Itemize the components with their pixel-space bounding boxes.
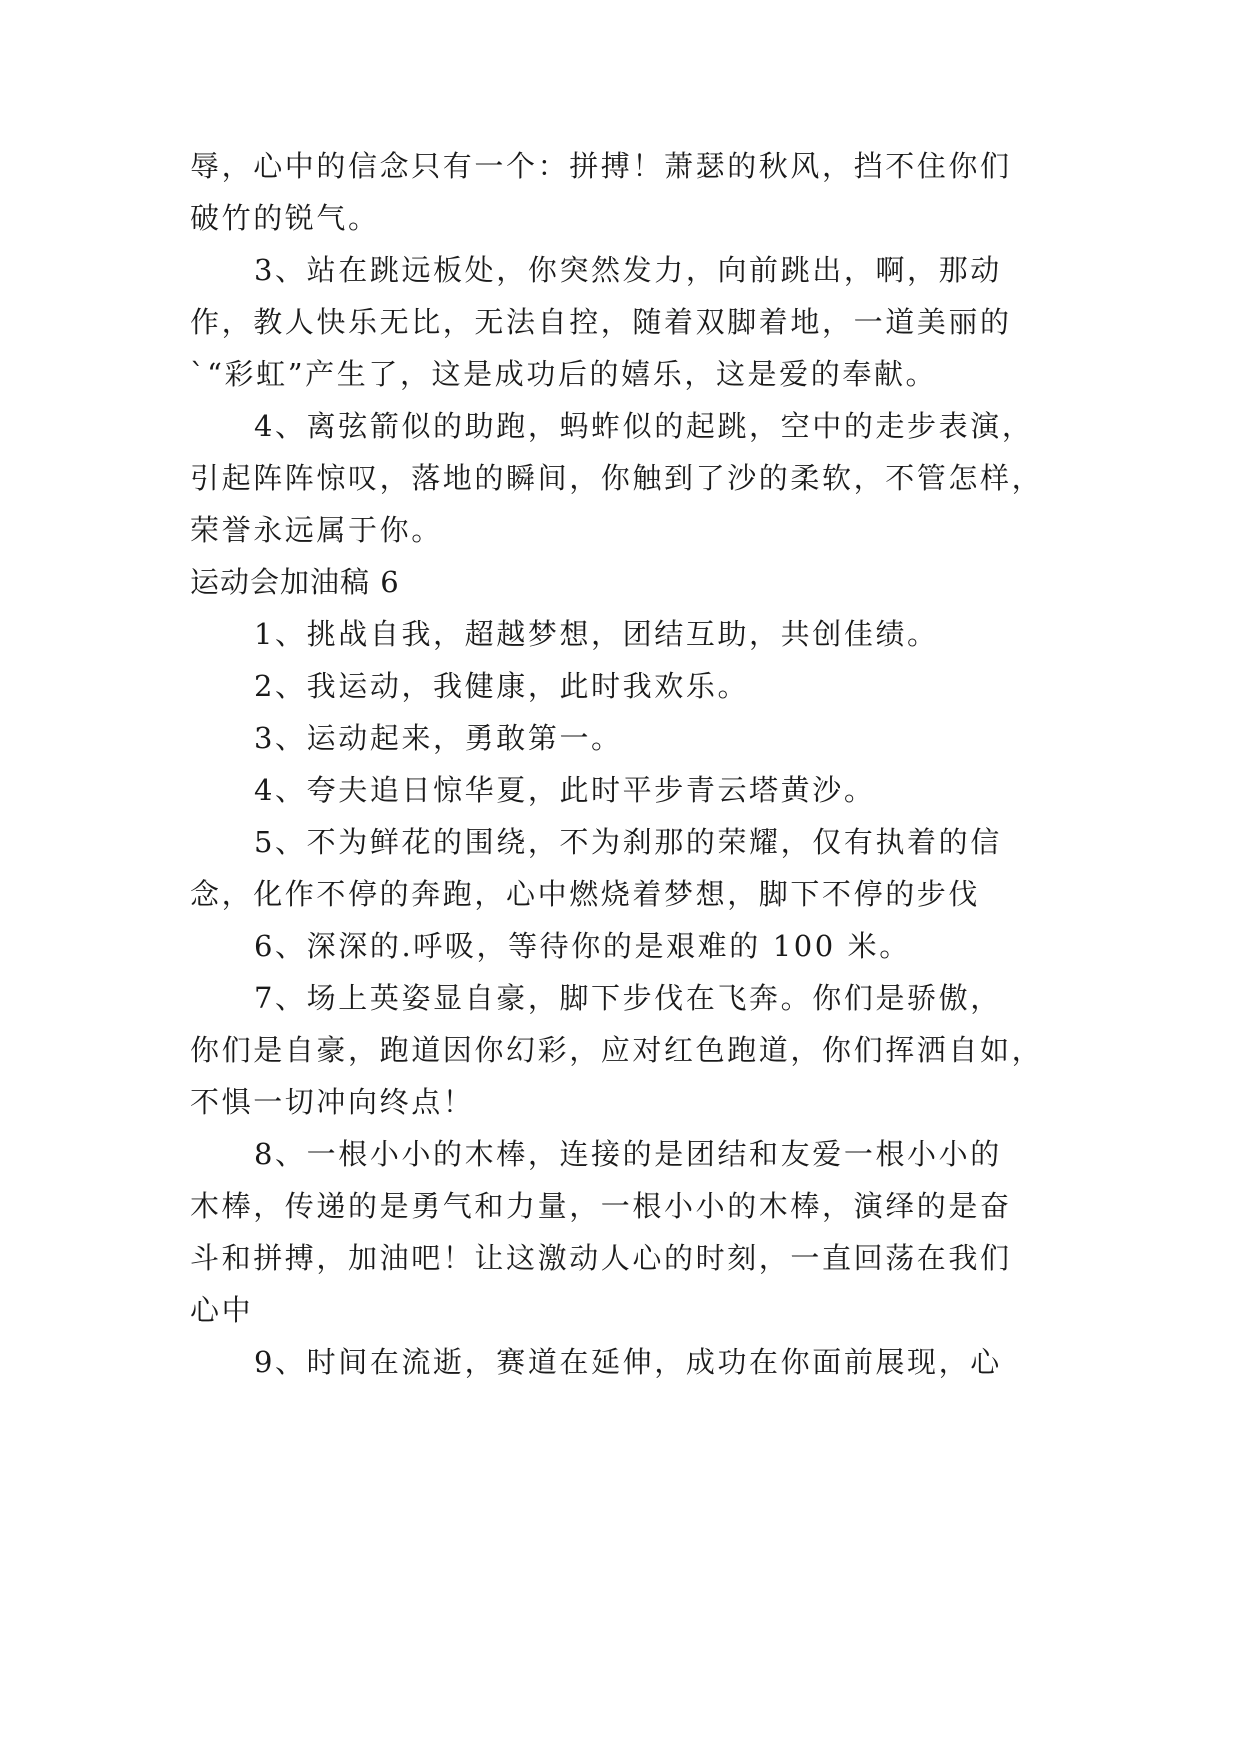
text-line: 1、挑战自我，超越梦想，团结互助，共创佳绩。 (254, 617, 939, 651)
text-line: 辱，心中的信念只有一个：拼搏！萧瑟的秋风，挡不住你们 (190, 149, 1012, 183)
text-line: 作，教人快乐无比，无法自控，随着双脚着地，一道美丽的 (190, 305, 1012, 339)
text-line: 斗和拼搏，加油吧！让这激动人心的时刻，一直回荡在我们 (190, 1241, 1012, 1275)
text-line: 5、不为鲜花的围绕，不为刹那的荣耀，仅有执着的信 (254, 825, 1002, 859)
text-line: 不惧一切冲向终点！ (190, 1085, 475, 1119)
text-line: 木棒，传递的是勇气和力量，一根小小的木棒，演绎的是奋 (190, 1189, 1012, 1223)
text-line: 7、场上英姿显自豪，脚下步伐在飞奔。你们是骄傲， (254, 981, 1002, 1015)
text-line: 6、深深的.呼吸，等待你的是艰难的 100 米。 (254, 929, 911, 963)
text-line: 破竹的锐气。 (190, 201, 380, 235)
text-line: 9、时间在流逝，赛道在延伸，成功在你面前展现，心 (254, 1345, 1002, 1379)
text-line: 2、我运动，我健康，此时我欢乐。 (254, 669, 750, 703)
text-line: 4、夸夫追日惊华夏，此时平步青云塔黄沙。 (254, 773, 876, 807)
text-line: 荣誉永远属于你。 (190, 513, 443, 547)
text-line: 引起阵阵惊叹，落地的瞬间，你触到了沙的柔软，不管怎样， (190, 461, 1044, 495)
text-line: 4、离弦箭似的助跑，蚂蚱似的起跳，空中的走步表演， (254, 409, 1034, 443)
text-line: 3、运动起来，勇敢第一。 (254, 721, 623, 755)
text-line: 你们是自豪，跑道因你幻彩，应对红色跑道，你们挥洒自如， (190, 1033, 1044, 1067)
section-heading: 运动会加油稿 6 (190, 565, 400, 599)
text-line: 3、站在跳远板处，你突然发力，向前跳出，啊，那动 (254, 253, 1002, 287)
text-line: 念，化作不停的奔跑，心中燃烧着梦想，脚下不停的步伐 (190, 877, 981, 911)
text-line: 8、一根小小的木棒，连接的是团结和友爱一根小小的 (254, 1137, 1002, 1171)
text-line: `“彩虹”产生了，这是成功后的嬉乐，这是爱的奉献。 (190, 357, 938, 391)
text-line: 心中 (190, 1293, 254, 1327)
